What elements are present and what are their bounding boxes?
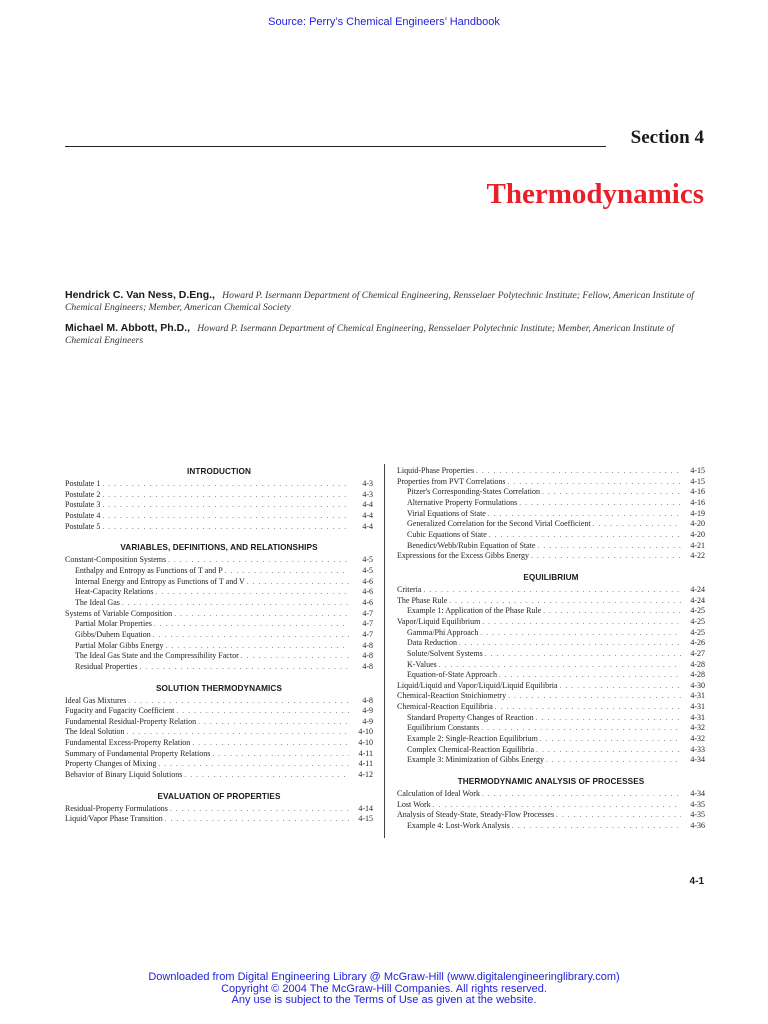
toc-entry-page: 4-7 — [362, 608, 373, 618]
toc-leader-dots — [102, 501, 349, 511]
toc-entry-label: The Ideal Gas State and the Compressibility Factor — [75, 651, 239, 661]
toc-leader-dots — [423, 586, 681, 596]
column-divider — [384, 464, 385, 838]
toc-entry[interactable] — [65, 630, 373, 641]
author-list — [65, 290, 705, 356]
toc-entry[interactable] — [397, 509, 705, 520]
toc-entry-page: 4-4 — [362, 521, 373, 531]
toc-entry-page: 4-5 — [362, 555, 373, 565]
toc-leader-dots — [127, 728, 349, 738]
toc-leader-dots — [247, 578, 349, 588]
toc-entry-page: 4-11 — [358, 748, 373, 758]
toc-entry-page: 4-10 — [358, 738, 373, 748]
toc-leader-dots — [192, 739, 349, 749]
toc-entry[interactable] — [397, 670, 705, 681]
toc-entry[interactable] — [397, 821, 705, 832]
toc-leader-dots — [433, 801, 681, 811]
toc-leader-dots — [485, 650, 681, 660]
toc-entry[interactable] — [397, 734, 705, 745]
toc-leader-dots — [449, 597, 681, 607]
toc-entry[interactable] — [65, 651, 373, 662]
toc-entry-page: 4-4 — [362, 500, 373, 510]
toc-entry[interactable] — [397, 466, 705, 477]
toc-entry-label: Behavior of Binary Liquid Solutions — [65, 770, 183, 780]
toc-entry-page: 4-34 — [690, 755, 705, 765]
toc-entry[interactable] — [65, 619, 373, 630]
toc-entry-label: Equation-of-State Approach — [407, 670, 497, 680]
toc-entry-page: 4-24 — [690, 595, 705, 605]
toc-entry[interactable] — [65, 500, 373, 511]
toc-entry-label: Postulate 4 — [65, 510, 101, 520]
toc-entry-page: 4-33 — [690, 744, 705, 754]
author-name: Hendrick C. Van Ness, D.Eng., — [65, 289, 215, 301]
toc-entry-label: Property Changes of Mixing — [65, 759, 157, 769]
toc-leader-dots — [225, 567, 349, 577]
toc-leader-dots — [102, 512, 349, 522]
toc-entry[interactable] — [397, 800, 705, 811]
toc-leader-dots — [482, 618, 681, 628]
toc-entry[interactable] — [65, 511, 373, 522]
toc-leader-dots — [158, 760, 349, 770]
toc-entry[interactable] — [65, 770, 373, 781]
toc-entry[interactable] — [65, 759, 373, 770]
toc-entry-label: Fundamental Residual-Property Relation — [65, 716, 197, 726]
toc-entry-label: Generalized Correlation for the Second Virial Coefficient — [407, 519, 591, 529]
toc-heading-introduction: INTRODUCTION — [187, 467, 251, 476]
toc-entry[interactable] — [397, 585, 705, 596]
toc-entry-label: Analysis of Steady-State, Steady-Flow Processes — [397, 810, 555, 820]
toc-entry-label: Example 4: Lost-Work Analysis — [407, 821, 510, 831]
toc-leader-dots — [241, 652, 349, 662]
toc-leader-dots — [508, 478, 681, 488]
toc-leader-dots — [489, 531, 681, 541]
toc-entry-label: Equilibrium Constants — [407, 723, 480, 733]
toc-entry-page: 4-16 — [690, 497, 705, 507]
source-link[interactable]: Source: Perry’s Chemical Engineers’ Handbook — [268, 16, 500, 28]
toc-entry-page: 4-32 — [690, 734, 705, 744]
toc-entry-label: Enthalpy and Entropy as Functions of T and P — [75, 565, 223, 575]
toc-entry-label: Fugacity and Fugacity Coefficient — [65, 706, 175, 716]
toc-entry-label: K-Values — [407, 659, 437, 669]
toc-leader-dots — [212, 750, 349, 760]
toc-entry-page: 4-36 — [690, 821, 705, 831]
toc-entry[interactable] — [65, 814, 373, 825]
toc-entry-label: Liquid/Vapor Phase Transition — [65, 814, 163, 824]
toc-entry-label: Residual-Property Formulations — [65, 803, 168, 813]
toc-heading-evaluation-of-properties: EVALUATION OF PROPERTIES — [157, 791, 281, 801]
toc-entry-page: 4-7 — [362, 629, 373, 639]
toc-leader-dots — [128, 697, 349, 707]
toc-entry-page: 4-27 — [690, 648, 705, 658]
toc-entry-label: Criteria — [397, 584, 422, 594]
toc-entry-page: 4-10 — [358, 727, 373, 737]
toc-entry[interactable] — [65, 804, 373, 815]
toc-leader-dots — [593, 520, 681, 530]
toc-leader-dots — [536, 714, 681, 724]
toc-leader-dots — [480, 629, 681, 639]
toc-leader-dots — [560, 682, 682, 692]
toc-leader-dots — [512, 822, 681, 832]
toc-leader-dots — [154, 620, 349, 630]
toc-entry-label: Expressions for the Excess Gibbs Energy — [397, 551, 530, 561]
toc-leader-dots — [176, 707, 349, 717]
toc-entry[interactable] — [65, 706, 373, 717]
toc-leader-dots — [139, 663, 349, 673]
toc-entry[interactable] — [397, 477, 705, 488]
toc-entry[interactable] — [65, 738, 373, 749]
toc-entry-label: Alternative Property Formulations — [407, 497, 518, 507]
toc-entry-label: Residual Properties — [75, 661, 138, 671]
toc-entry-page: 4-30 — [690, 680, 705, 690]
toc-entry-page: 4-4 — [362, 510, 373, 520]
toc-entry-page: 4-12 — [358, 770, 373, 780]
toc-leader-dots — [459, 639, 681, 649]
toc-entry-label: Calculation of Ideal Work — [397, 789, 480, 799]
toc-entry-page: 4-20 — [690, 529, 705, 539]
toc-entry[interactable] — [397, 596, 705, 607]
toc-entry[interactable] — [397, 498, 705, 509]
toc-entry-page: 4-6 — [362, 587, 373, 597]
toc-entry[interactable] — [65, 587, 373, 598]
toc-entry[interactable] — [397, 745, 705, 756]
toc-entry[interactable] — [397, 713, 705, 724]
toc-entry[interactable] — [65, 577, 373, 588]
toc-entry-label: Partial Molar Gibbs Energy — [75, 640, 164, 650]
toc-entry-page: 4-25 — [690, 627, 705, 637]
toc-entry[interactable] — [397, 660, 705, 671]
toc-entry-page: 4-7 — [362, 619, 373, 629]
footer-copyright: Copyright © 2004 The McGraw-Hill Companies. All rights reserved. — [221, 982, 547, 995]
toc-entry[interactable] — [65, 662, 373, 673]
toc-entry-label: Fundamental Excess-Property Relation — [65, 738, 191, 748]
toc-entry-label: Virial Equations of State — [407, 508, 486, 518]
toc-leader-dots — [184, 771, 349, 781]
footer-download-link[interactable]: Downloaded from Digital Engineering Library @ McGraw-Hill (www.digitalengineeringlibrary.com) — [148, 971, 620, 983]
toc-entry-page: 4-31 — [690, 712, 705, 722]
toc-leader-dots — [519, 499, 681, 509]
toc-entry-page: 4-28 — [690, 659, 705, 669]
toc-entry-page: 4-26 — [690, 638, 705, 648]
toc-entry-page: 4-25 — [690, 616, 705, 626]
toc-leader-dots — [508, 692, 681, 702]
toc-leader-dots — [168, 556, 349, 566]
toc-heading-variables-definitions-and-relationships: VARIABLES, DEFINITIONS, AND RELATIONSHIPS — [120, 543, 318, 553]
toc-entry-page: 4-8 — [362, 695, 373, 705]
toc-entry-page: 4-31 — [690, 702, 705, 712]
toc-heading-equilibrium: EQUILIBRIUM — [523, 572, 579, 582]
toc-entry[interactable] — [65, 749, 373, 760]
toc-entry-label: Chemical-Reaction Equilibria — [397, 702, 493, 712]
toc-entry-label: Ideal Gas Mixtures — [65, 695, 127, 705]
toc-entry-label: Postulate 5 — [65, 521, 101, 531]
toc-leader-dots — [102, 491, 349, 501]
toc-heading-thermodynamic-analysis-of-processes: THERMODYNAMIC ANALYSIS OF PROCESSES — [457, 777, 645, 787]
toc-leader-dots — [155, 588, 349, 598]
toc-entry[interactable] — [397, 702, 705, 713]
toc-entry-label: Postulate 3 — [65, 500, 101, 510]
author-affiliation: Howard P. Isermann Department of Chemical Engineering, Rensselaer Polytechnic Institute; Fellow, American Institute of Chemical Engineers; Member, American Chemical Society — [65, 290, 694, 313]
toc-entry-label: Data Reduction — [407, 638, 457, 648]
toc-entry[interactable] — [65, 566, 373, 577]
section-rule — [65, 146, 606, 147]
toc-entry-label: The Ideal Solution — [65, 727, 125, 737]
toc-entry[interactable] — [65, 727, 373, 738]
toc-entry-page: 4-3 — [362, 479, 373, 488]
toc-entry-page: 4-22 — [690, 551, 705, 561]
toc-entry-page: 4-8 — [362, 651, 373, 661]
toc-entry[interactable] — [65, 696, 373, 707]
toc-entry[interactable] — [65, 522, 373, 533]
toc-entry[interactable] — [65, 609, 373, 620]
toc-entry[interactable] — [397, 649, 705, 660]
toc-entry[interactable] — [397, 530, 705, 541]
author-entry — [65, 290, 705, 313]
toc-leader-dots — [102, 523, 349, 533]
toc-entry-label: The Phase Rule — [397, 595, 448, 605]
toc-leader-dots — [174, 610, 349, 620]
toc-entry-label: Pitzer's Corresponding-States Correlation — [407, 487, 540, 497]
toc-entry[interactable] — [397, 691, 705, 702]
toc-entry[interactable] — [397, 487, 705, 498]
toc-entry-page: 4-32 — [690, 723, 705, 733]
toc-entry-label: Partial Molar Properties — [75, 619, 152, 629]
toc-entry-label: Postulate 1 — [65, 479, 101, 488]
toc-entry-label: Liquid-Phase Properties — [397, 466, 475, 475]
toc-leader-dots — [546, 756, 681, 766]
toc-entry[interactable] — [65, 479, 373, 490]
toc-entry-page: 4-28 — [690, 670, 705, 680]
toc-entry-page: 4-8 — [362, 640, 373, 650]
toc-leader-dots — [476, 467, 681, 477]
toc-leader-dots — [536, 746, 681, 756]
toc-entry[interactable] — [397, 681, 705, 692]
toc-leader-dots — [540, 735, 681, 745]
toc-entry[interactable] — [397, 755, 705, 766]
toc-entry-page: 4-16 — [690, 487, 705, 497]
toc-entry-page: 4-31 — [690, 691, 705, 701]
toc-entry-label: Cubic Equations of State — [407, 529, 487, 539]
toc-entry-page: 4-6 — [362, 597, 373, 607]
toc-leader-dots — [556, 811, 681, 821]
toc-entry-page: 4-15 — [690, 476, 705, 486]
toc-leader-dots — [122, 599, 349, 609]
toc-entry-page: 4-35 — [690, 799, 705, 809]
toc-entry-page: 4-15 — [690, 466, 705, 475]
toc-leader-dots — [481, 724, 681, 734]
toc-leader-dots — [537, 542, 681, 552]
toc-leader-dots — [531, 552, 681, 562]
toc-entry-page: 4-19 — [690, 508, 705, 518]
toc-entry-label: Example 2: Single-Reaction Equilibrium — [407, 734, 538, 744]
toc-entry[interactable] — [397, 541, 705, 552]
toc-entry-label: Systems of Variable Composition — [65, 608, 173, 618]
toc-entry-page: 4-34 — [690, 789, 705, 799]
toc-entry-label: Example 1: Application of the Phase Rule — [407, 606, 542, 616]
toc-entry-label: Gamma/Phi Approach — [407, 627, 479, 637]
toc-leader-dots — [488, 510, 681, 520]
toc-entry[interactable] — [397, 789, 705, 800]
toc-leader-dots — [166, 642, 349, 652]
footer-notice — [0, 972, 768, 1007]
toc-leader-dots — [542, 488, 681, 498]
toc-leader-dots — [482, 790, 681, 800]
toc-leader-dots — [165, 815, 349, 825]
toc-heading-solution-thermodynamics: SOLUTION THERMODYNAMICS — [155, 683, 283, 693]
toc-leader-dots — [543, 607, 681, 617]
toc-leader-dots — [153, 631, 349, 641]
toc-entry-label: Postulate 2 — [65, 489, 101, 499]
toc-entry-label: Standard Property Changes of Reaction — [407, 712, 534, 722]
toc-entry-page: 4-8 — [362, 661, 373, 671]
toc-entry-label: Solute/Solvent Systems — [407, 648, 483, 658]
toc-entry-label: Complex Chemical-Reaction Equilibria — [407, 744, 535, 754]
author-affiliation: Howard P. Isermann Department of Chemical Engineering, Rensselaer Polytechnic Institute; Member, American Institute of Chemical Engineers — [65, 323, 674, 346]
toc-entry-label: Constant-Composition Systems — [65, 555, 167, 565]
toc-column-left — [65, 466, 373, 825]
page-number: 4-1 — [689, 876, 704, 887]
toc-entry[interactable] — [65, 717, 373, 728]
author-entry — [65, 323, 705, 346]
toc-entry[interactable] — [65, 555, 373, 566]
toc-entry[interactable] — [397, 519, 705, 530]
toc-entry-label: Summary of Fundamental Property Relations — [65, 748, 211, 758]
toc-entry-page: 4-15 — [358, 814, 373, 824]
toc-entry[interactable] — [397, 810, 705, 821]
toc-leader-dots — [102, 480, 349, 490]
toc-leader-dots — [439, 661, 681, 671]
toc-column-right — [397, 466, 705, 832]
toc-entry[interactable] — [65, 641, 373, 652]
toc-entry-label: Example 3: Minimization of Gibbs Energy — [407, 755, 544, 765]
author-name: Michael M. Abbott, Ph.D., — [65, 322, 191, 334]
toc-entry-page: 4-14 — [358, 803, 373, 813]
toc-entry[interactable] — [397, 638, 705, 649]
toc-entry[interactable] — [397, 551, 705, 562]
toc-entry-page: 4-9 — [362, 716, 373, 726]
toc-entry-page: 4-20 — [690, 519, 705, 529]
toc-entry[interactable] — [65, 598, 373, 609]
footer-terms-link[interactable]: Any use is subject to the Terms of Use as given at the website. — [231, 994, 537, 1006]
toc-entry[interactable] — [65, 490, 373, 501]
toc-leader-dots — [170, 805, 349, 815]
toc-leader-dots — [495, 703, 681, 713]
toc-entry-label: The Ideal Gas — [75, 597, 120, 607]
toc-entry-label: Lost Work — [397, 799, 431, 809]
toc-entry-label: Internal Energy and Entropy as Functions of T and V — [75, 576, 245, 586]
toc-entry-label: Vapor/Liquid Equilibrium — [397, 616, 481, 626]
toc-entry-page: 4-21 — [690, 540, 705, 550]
toc-entry-page: 4-9 — [362, 706, 373, 716]
toc-entry[interactable] — [397, 723, 705, 734]
toc-entry-page: 4-6 — [362, 576, 373, 586]
toc-entry[interactable] — [397, 617, 705, 628]
toc-leader-dots — [499, 671, 681, 681]
toc-entry-label: Chemical-Reaction Stoichiometry — [397, 691, 507, 701]
page-title: Thermodynamics — [486, 178, 704, 210]
toc-entry-page: 4-11 — [358, 759, 373, 769]
toc-entry-page: 4-24 — [690, 584, 705, 594]
toc-entry-page: 4-25 — [690, 606, 705, 616]
toc-entry-page: 4-3 — [362, 489, 373, 499]
toc-entry-label: Benedict/Webb/Rubin Equation of State — [407, 540, 536, 550]
toc-entry-label: Liquid/Liquid and Vapor/Liquid/Liquid Equilibria — [397, 680, 558, 690]
toc-entry-label: Heat-Capacity Relations — [75, 587, 154, 597]
toc-entry-label: Gibbs/Duhem Equation — [75, 629, 151, 639]
toc-entry-page: 4-35 — [690, 810, 705, 820]
section-label: Section 4 — [630, 127, 704, 148]
toc-entry[interactable] — [397, 628, 705, 639]
toc-entry-page: 4-5 — [362, 565, 373, 575]
toc-entry-label: Properties from PVT Correlations — [397, 476, 506, 486]
toc-entry[interactable] — [397, 606, 705, 617]
toc-leader-dots — [198, 718, 349, 728]
